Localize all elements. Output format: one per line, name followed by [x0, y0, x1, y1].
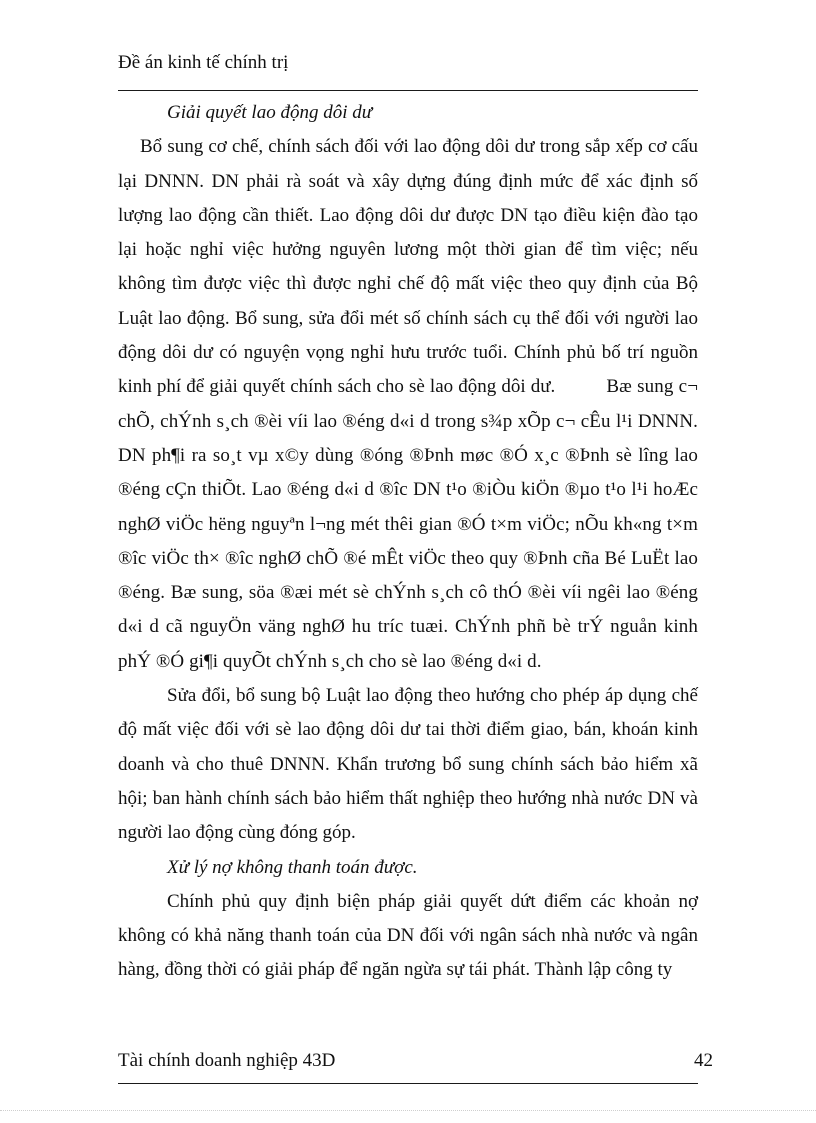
- page-edge-divider: [0, 1110, 816, 1111]
- page-number: 42: [694, 1050, 713, 1071]
- document-body: [118, 96, 698, 988]
- paragraph-debt: Chính phủ quy định biện pháp giải quyết dứt điểm các khoản nợ không có khả năng thanh toán của DN đối với ngân sách nhà nước và ngân hàng, đồng thời có giải pháp để ngăn ngừa sự tái phát. Thành lập công ty: [118, 890, 698, 981]
- paragraph-surplus-labor-garbled: Bæ sung c¬ chÕ, chÝnh s¸ch ®èi víi lao ®éng d«i d trong s¾p xÕp c¬ cÊu l¹i DNNN. DN ph¶i ra so¸t vµ x©y dùng ®óng ®Þnh møc ®Ó x¸c ®Þnh sè lîng lao ®éng cÇn thiÕt. Lao ®éng d«i d ®îc DN t¹o ®iÒu kiÖn ®µo t¹o l¹i hoÆc nghØ viÖc hëng nguyªn l¬ng mét thêi gian ®Ó t×m viÖc; nÕu kh«ng t×m ®îc viÖc th× ®îc nghØ chÕ ®é mÊt viÖc theo quy ®Þnh cña Bé LuËt lao ®éng. Bæ sung, söa ®æi mét sè chÝnh s¸ch cô thÓ ®èi víi ngêi lao ®éng d«i d cã nguyÖn väng nghØ hu tríc tuæi. ChÝnh phñ bè trÝ nguån kinh phÝ ®Ó gi¶i quyÕt chÝnh s¸ch cho sè lao ®éng d«i d.: [118, 376, 699, 672]
- header-divider: [118, 90, 698, 91]
- footer-divider: [118, 1083, 698, 1084]
- paragraph-surplus-labor: [118, 130, 698, 679]
- document-title: Đề án kinh tế chính trị: [118, 52, 289, 73]
- paragraph-labor-law: Sửa đổi, bổ sung bộ Luật lao động theo hướng cho phép áp dụng chế độ mất việc đối với sè lao động dôi dư tai thời điểm giao, bán, khoán kinh doanh và cho thuê DNNN. Khẩn trương bổ sung chính sách bảo hiểm xã hội; ban hành chính sách bảo hiểm thất nghiệp theo hướng nhà nước DN và người lao động cùng đóng góp.: [118, 685, 698, 844]
- section-heading-surplus-labor: Giải quyết lao động dôi dư: [167, 102, 373, 123]
- section-heading-debt: Xử lý nợ không thanh toán được.: [167, 856, 418, 878]
- page-header: [118, 50, 698, 76]
- footer-course-label: Tài chính doanh nghiệp 43D: [118, 1050, 336, 1071]
- paragraph-surplus-labor-text: Bổ sung cơ chế, chính sách đối với lao động dôi dư trong sắp xếp cơ cấu lại DNNN. DN phải rà soát và xây dựng đúng định mức để xác định số lượng lao động cần thiết. Lao động dôi dư được DN tạo điều kiện đào tạo lại hoặc nghỉ việc hưởng nguyên lương một thời gian để tìm việc; nếu không tìm được việc thì được nghỉ chế độ mất việc theo quy định của Bộ Luật lao động. Bổ sung, sửa đổi mét số chính sách cụ thể đối với người lao động dôi dư có nguyện vọng nghỉ hưu trước tuổi. Chính phủ bố trí nguồn kinh phí để giải quyết chính sách cho sè lao động dôi dư.: [118, 136, 698, 398]
